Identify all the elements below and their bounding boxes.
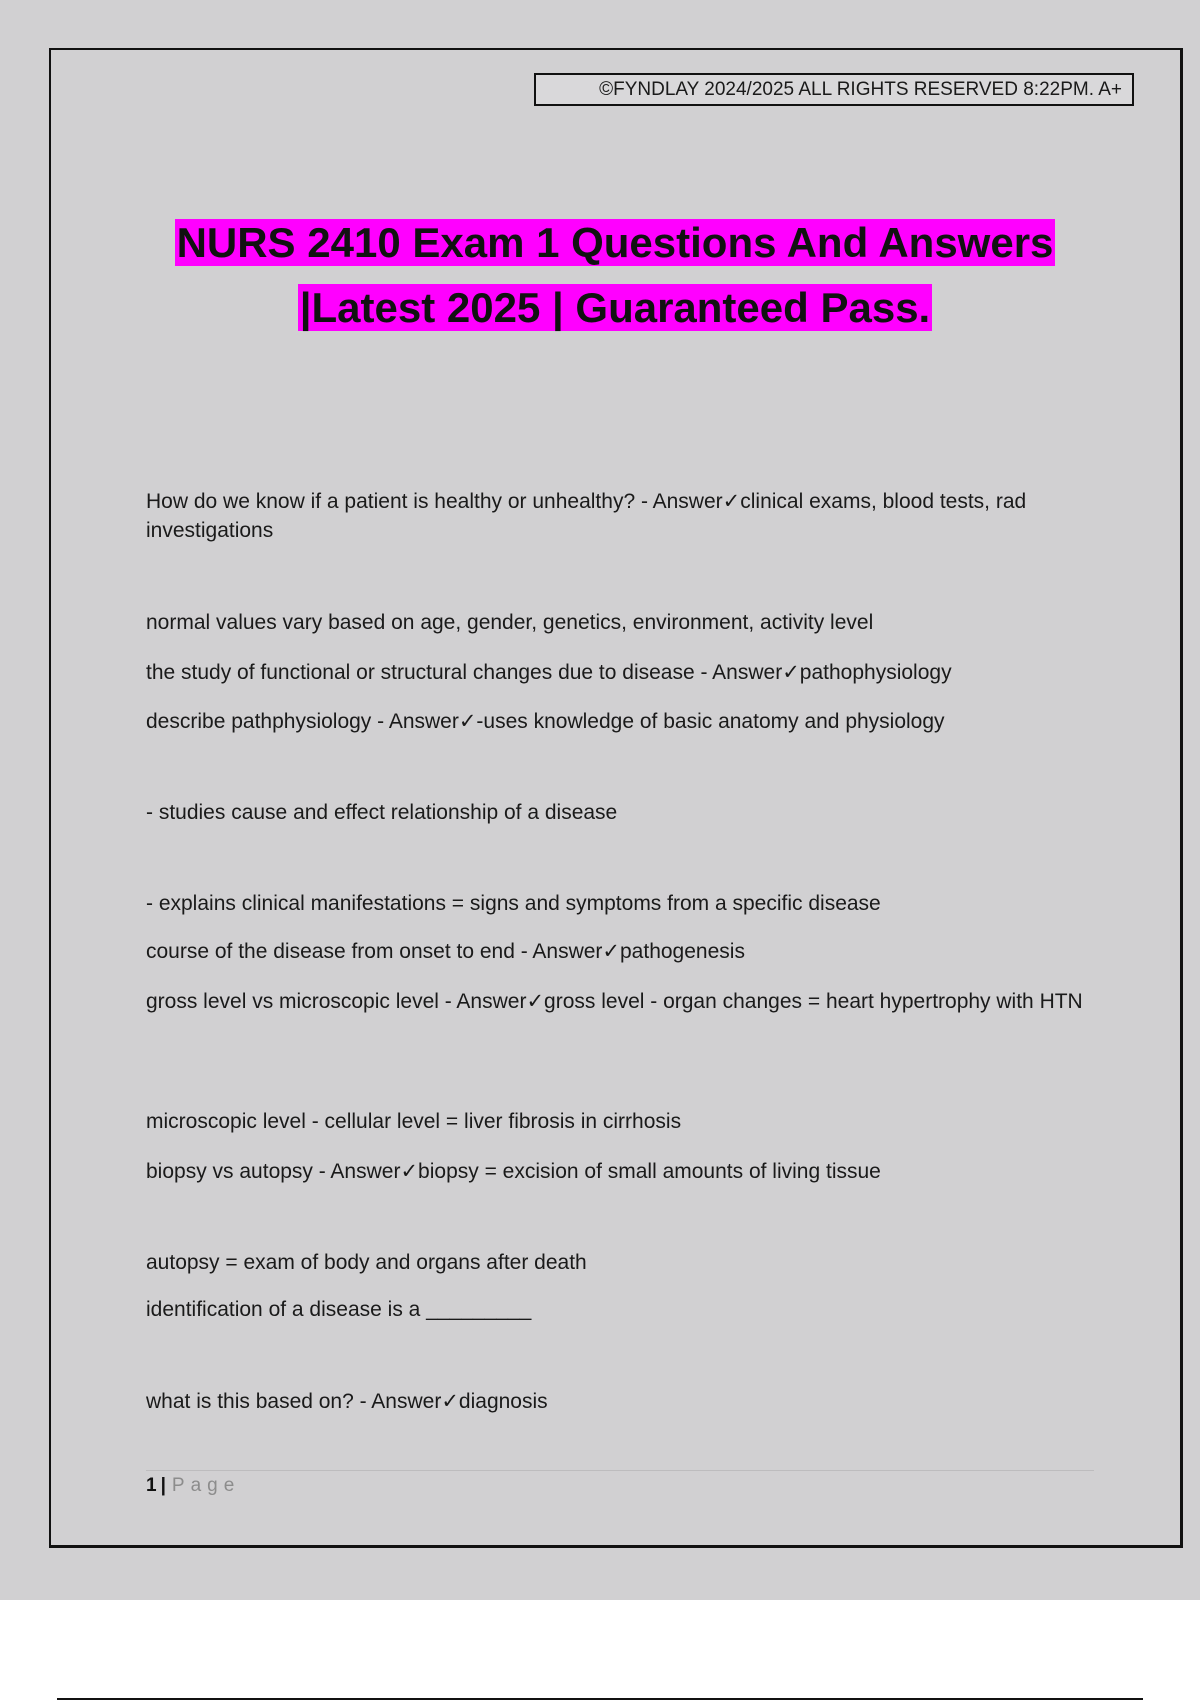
footer-separator: | [160, 1475, 166, 1496]
qa-paragraph: identification of a disease is a _________ [146, 1298, 532, 1321]
qa-paragraph: autopsy = exam of body and organs after death [146, 1251, 587, 1274]
qa-paragraph: - explains clinical manifestations = signs and symptoms from a specific disease [146, 892, 881, 915]
title-line-2: |Latest 2025 | Guaranteed Pass. [299, 284, 931, 331]
qa-paragraph: describe pathphysiology - Answer✓-uses knowledge of basic anatomy and physiology [146, 710, 945, 733]
page-number: 1 [146, 1475, 157, 1496]
qa-paragraph: gross level vs microscopic level - Answer✓gross level - organ changes = heart hypertrophy with HTN [146, 990, 1083, 1013]
document-title [100, 210, 1130, 340]
copyright-header: ©FYNDLAY 2024/2025 ALL RIGHTS RESERVED 8:22PM. A+ [534, 73, 1134, 106]
qa-paragraph: - studies cause and effect relationship of a disease [146, 801, 618, 824]
footer-divider [146, 1470, 1094, 1471]
qa-paragraph: normal values vary based on age, gender, genetics, environment, activity level [146, 611, 874, 634]
page-footer [146, 1472, 240, 1500]
qa-paragraph: How do we know if a patient is healthy or unhealthy? - Answer✓clinical exams, blood tests, rad investigations [146, 490, 1027, 542]
qa-paragraph: course of the disease from onset to end - Answer✓pathogenesis [146, 940, 745, 963]
qa-paragraph: what is this based on? - Answer✓diagnosis [146, 1390, 548, 1413]
qa-paragraph: the study of functional or structural changes due to disease - Answer✓pathophysiology [146, 661, 952, 684]
title-line-1: NURS 2410 Exam 1 Questions And Answers [176, 219, 1054, 266]
page-label: Page [171, 1475, 241, 1496]
qa-paragraph: biopsy vs autopsy - Answer✓biopsy = excision of small amounts of living tissue [146, 1160, 881, 1183]
qa-paragraph: microscopic level - cellular level = liver fibrosis in cirrhosis [146, 1110, 682, 1133]
